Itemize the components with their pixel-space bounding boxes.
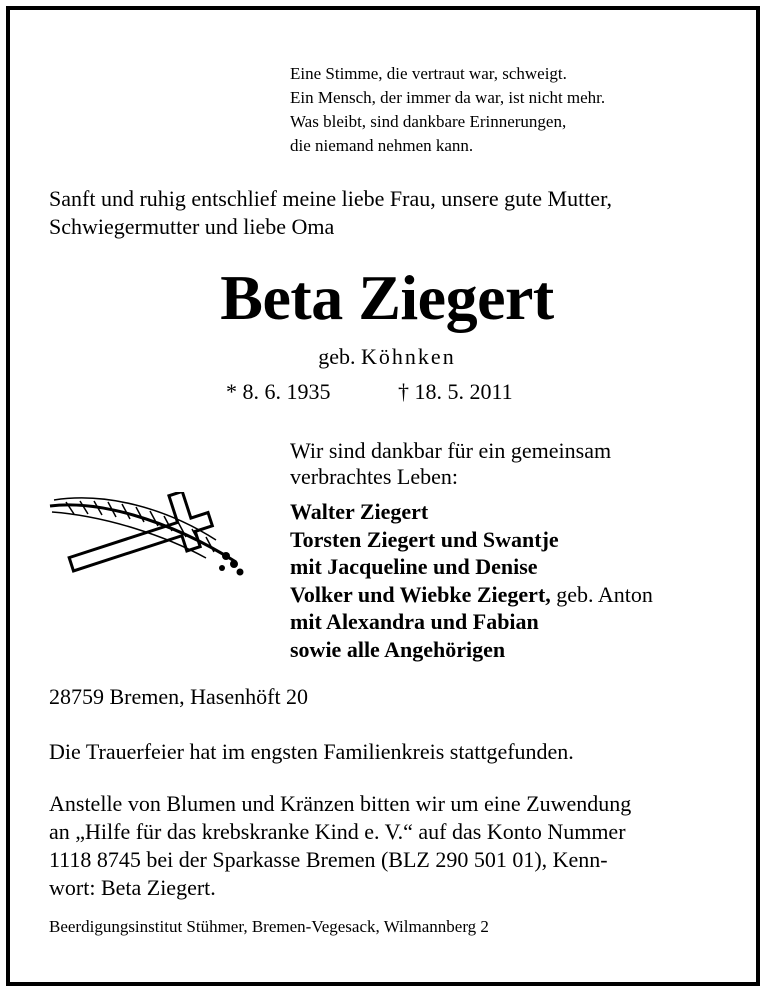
intro-line: Schwiegermutter und liebe Oma — [49, 214, 335, 239]
deceased-name: Beta Ziegert — [220, 262, 554, 333]
death-date: † 18. 5. 2011 — [398, 379, 513, 404]
maiden-surname: Köhnken — [361, 344, 456, 369]
thanks-text — [290, 438, 611, 490]
intro-text — [49, 185, 612, 241]
donation-line: an „Hilfe für das krebskranke Kind e. V.“ auf das Konto Nummer — [49, 819, 626, 844]
maiden-name — [0, 343, 774, 371]
thanks-line: Wir sind dankbar für ein gemeinsam — [290, 438, 612, 463]
mourner-line-with-note — [290, 581, 653, 609]
donation-note — [49, 790, 729, 902]
thanks-line: verbrachtes Leben: — [290, 464, 458, 489]
poem-line: Eine Stimme, die vertraut war, schweigt. — [290, 64, 567, 83]
donation-line: Anstelle von Blumen und Kränzen bitten wir um eine Zuwendung — [49, 791, 632, 816]
donation-line: 1118 8745 bei der Sparkasse Bremen (BLZ 290 501 01), Kenn- — [49, 847, 608, 872]
mourner-line: mit Alexandra und Fabian — [290, 609, 539, 634]
ceremony-note: Die Trauerfeier hat im engsten Familienkreis stattgefunden. — [49, 739, 574, 764]
address: 28759 Bremen, Hasenhöft 20 — [49, 684, 309, 709]
poem-line: Was bleibt, sind dankbare Erinnerungen, — [290, 112, 567, 131]
maiden-prefix: geb. — [318, 344, 356, 369]
mourner-line: sowie alle Angehörigen — [290, 636, 506, 662]
life-dates — [226, 378, 513, 406]
mourner-line: mit Jacqueline und Denise — [290, 554, 538, 579]
cross-with-palm-frond-icon — [46, 492, 252, 584]
poem — [290, 62, 605, 158]
mourner-line: Walter Ziegert — [290, 499, 429, 524]
poem-line: die niemand nehmen kann. — [290, 136, 474, 155]
mourners-list — [290, 498, 653, 663]
intro-line: Sanft und ruhig entschlief meine liebe Frau, unsere gute Mutter, — [49, 186, 613, 211]
funeral-home: Beerdigungsinstitut Stühmer, Bremen-Vegesack, Wilmannberg 2 — [49, 917, 489, 936]
mourner-name: Volker und Wiebke Ziegert, — [290, 581, 551, 607]
poem-line: Ein Mensch, der immer da war, ist nicht mehr. — [290, 88, 606, 107]
mourner-line: Torsten Ziegert und Swantje — [290, 526, 559, 552]
donation-line: wort: Beta Ziegert. — [49, 875, 216, 900]
birth-date: * 8. 6. 1935 — [226, 379, 331, 404]
mourner-note: geb. Anton — [550, 581, 653, 607]
